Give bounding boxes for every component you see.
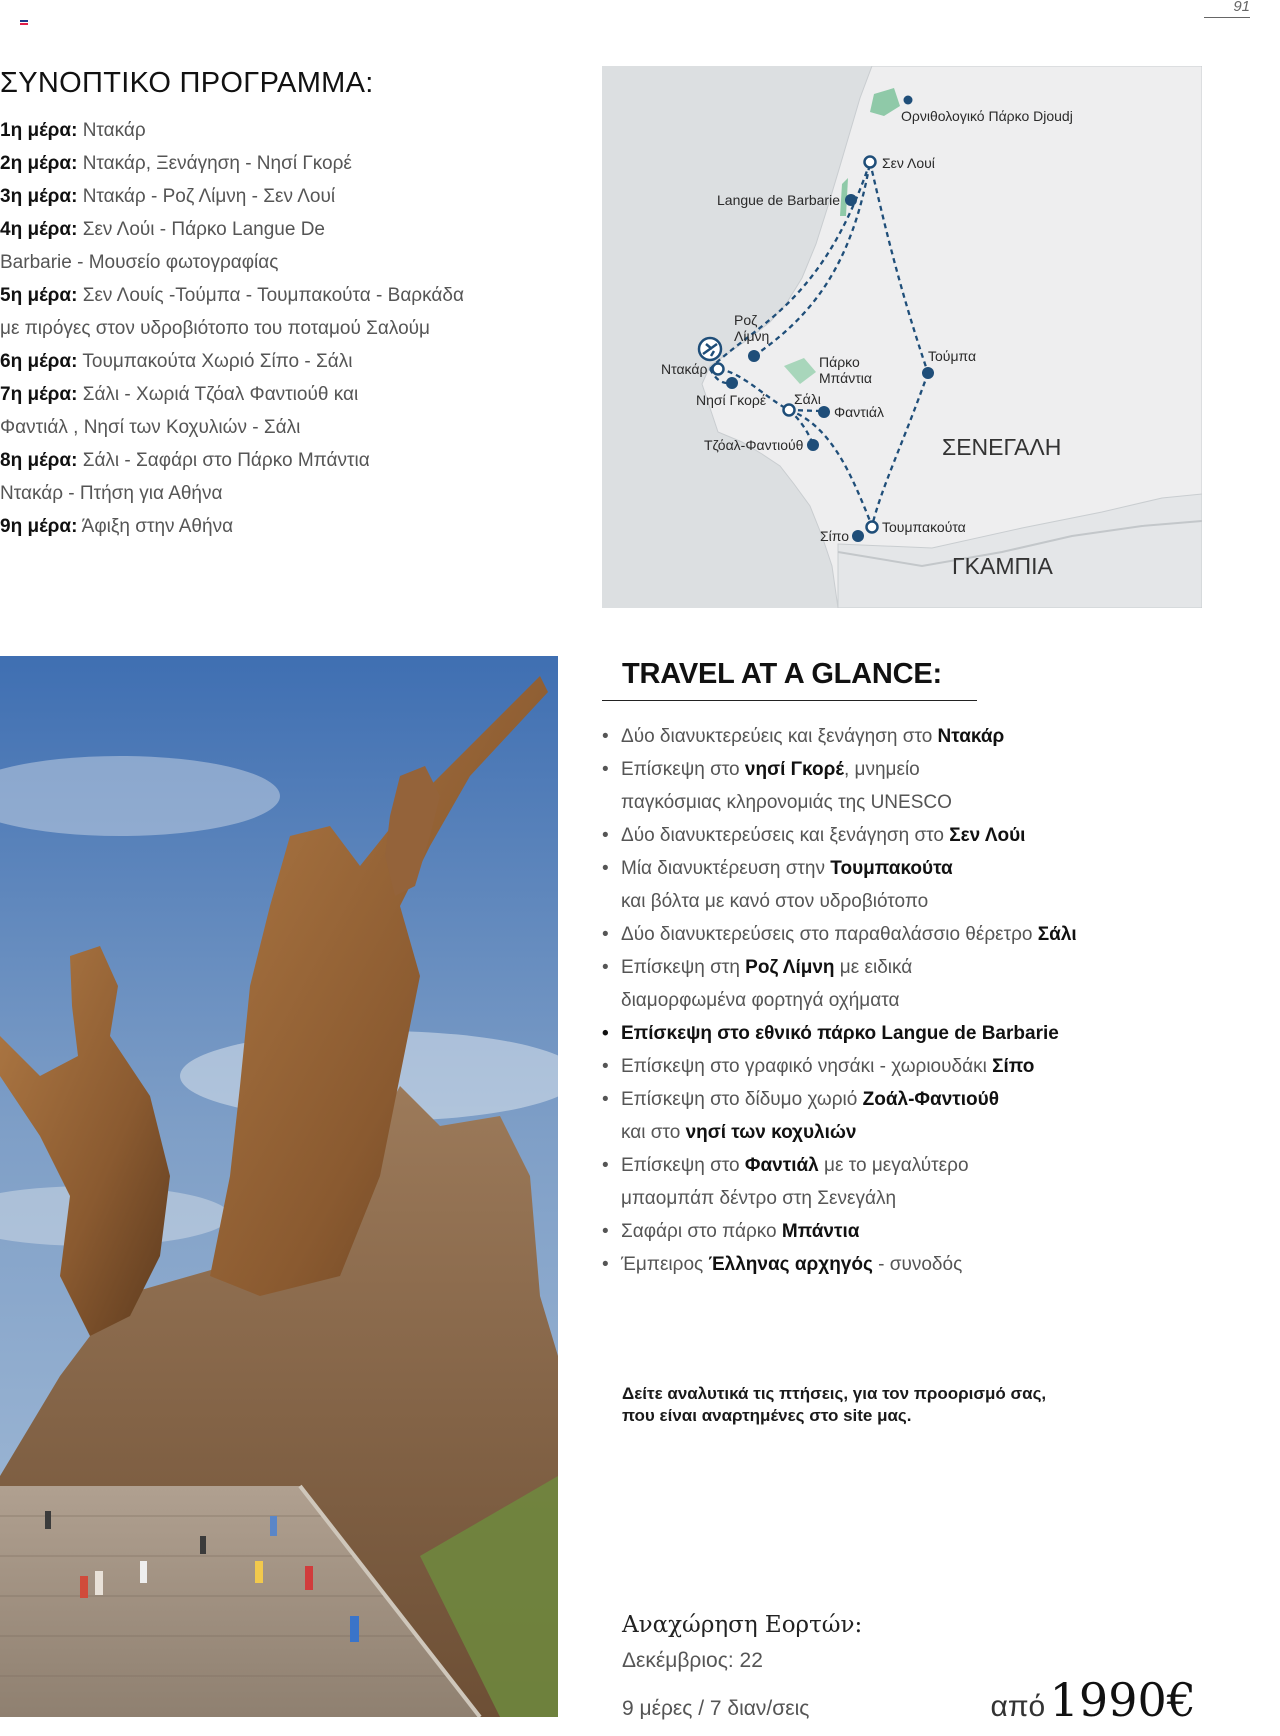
brand-flag-icon bbox=[20, 20, 28, 27]
program-line bbox=[0, 477, 520, 510]
glance-text: Επίσκεψη στο εθνικό πάρκο Langue de Barbarie bbox=[621, 1023, 1059, 1044]
marker-fadial bbox=[818, 406, 830, 418]
bullet-icon: • bbox=[602, 1254, 609, 1275]
glance-item bbox=[602, 951, 1162, 984]
glance-highlight: Σίπο bbox=[992, 1056, 1035, 1077]
program-line bbox=[0, 114, 520, 147]
program-line bbox=[0, 378, 520, 411]
label-bandia-2: Μπάντια bbox=[819, 370, 872, 386]
label-djoudj: Ορνιθολογικό Πάρκο Djoudj bbox=[901, 108, 1073, 124]
glance-text: με ειδικά bbox=[834, 957, 913, 978]
bullet-icon: • bbox=[602, 1056, 609, 1077]
program-day-label: 5η μέρα: bbox=[0, 285, 78, 306]
glance-item bbox=[602, 1050, 1162, 1083]
program-line bbox=[0, 411, 520, 444]
glance-highlight: νησί Γκορέ bbox=[744, 759, 844, 780]
program-day-label: 7η μέρα: bbox=[0, 384, 78, 405]
program-day-text: Ντακάρ bbox=[82, 120, 146, 141]
label-bandia-1: Πάρκο bbox=[819, 354, 860, 370]
marker-roz bbox=[748, 350, 760, 362]
program-line bbox=[0, 279, 520, 312]
departure-date: Δεκέμβριος: 22 bbox=[622, 1649, 763, 1672]
price-prefix: από bbox=[990, 1690, 1046, 1723]
glance-text: Δύο διανυκτερεύεις και ξενάγηση στο bbox=[621, 726, 938, 747]
glance-highlight: νησί των κοχυλιών bbox=[685, 1122, 857, 1143]
label-senegal: ΣΕΝΕΓΑΛΗ bbox=[942, 434, 1062, 460]
trip-duration: 9 μέρες / 7 διαν/σεις bbox=[622, 1697, 810, 1720]
label-roz-2: Λίμνη bbox=[734, 328, 770, 344]
program-day-label: 8η μέρα: bbox=[0, 450, 78, 471]
glance-highlight: Ντακάρ bbox=[937, 726, 1005, 747]
bullet-icon: • bbox=[602, 1221, 609, 1242]
glance-divider bbox=[602, 700, 977, 701]
glance-highlight: Ροζ Λίμνη bbox=[745, 957, 835, 978]
glance-text: , μνημείο bbox=[843, 759, 920, 780]
glance-text: Δύο διανυκτερεύσεις και ξενάγηση στο bbox=[621, 825, 950, 846]
program-title: ΣΥΝΟΠΤΙΚΟ ΠΡΟΓΡΑΜΜΑ: bbox=[0, 67, 374, 99]
program-line bbox=[0, 246, 520, 279]
program-line bbox=[0, 345, 520, 378]
monument-photo-svg bbox=[0, 656, 558, 1717]
glance-text: μπαομπάπ δέντρο στη Σενεγάλη bbox=[621, 1188, 897, 1209]
glance-text: Δύο διανυκτερεύσεις στο παραθαλάσσιο θέρετρο bbox=[621, 924, 1038, 945]
marker-toubacouta bbox=[867, 522, 878, 533]
bullet-icon: • bbox=[602, 726, 609, 747]
label-saint-louis: Σεν Λουί bbox=[882, 155, 935, 171]
program-list bbox=[0, 114, 520, 543]
program-day-text: Σεν Λούι - Πάρκο Langue De bbox=[82, 219, 325, 240]
glance-text: και βόλτα με κανό στον υδροβιότοπο bbox=[621, 891, 929, 912]
glance-item bbox=[602, 1116, 1162, 1149]
flights-note-line: Δείτε αναλυτικά τις πτήσεις, για τον προορισμό σας, bbox=[622, 1384, 1047, 1403]
glance-text: Επίσκεψη στο δίδυμο χωριό bbox=[621, 1089, 863, 1110]
marker-joal bbox=[807, 439, 819, 451]
marker-saly bbox=[784, 405, 795, 416]
glance-text: παγκόσμιας κληρονομιάς της UNESCO bbox=[621, 792, 952, 813]
glance-text: Επίσκεψη στο γραφικό νησάκι - χωριουδάκι bbox=[621, 1056, 993, 1077]
flag-stripe bbox=[20, 20, 28, 22]
bullet-icon: • bbox=[602, 858, 609, 879]
program-day-text: Τουμπακούτα Χωριό Σίπο - Σάλι bbox=[82, 351, 353, 372]
glance-item bbox=[602, 918, 1162, 951]
program-day-text: Ντακάρ - Πτήση για Αθήνα bbox=[0, 483, 223, 504]
marker-goree bbox=[726, 377, 738, 389]
label-goree: Νησί Γκορέ bbox=[696, 392, 767, 408]
program-day-label: 4η μέρα: bbox=[0, 219, 78, 240]
label-saly: Σάλι bbox=[794, 391, 821, 407]
program-day-text: Ντακάρ, Ξενάγηση - Νησί Γκορέ bbox=[82, 153, 352, 174]
glance-highlight: Σεν Λούι bbox=[949, 825, 1026, 846]
program-day-text: Σάλι - Χωριά Τζόαλ Φαντιούθ και bbox=[82, 384, 359, 405]
marker-sipo bbox=[852, 530, 864, 542]
program-day-label: 2η μέρα: bbox=[0, 153, 78, 174]
label-joal: Τζόαλ-Φαντιούθ bbox=[704, 437, 804, 453]
page-number: 91 bbox=[1204, 0, 1250, 18]
program-day-label: 6η μέρα: bbox=[0, 351, 78, 372]
label-dakar: Ντακάρ bbox=[661, 361, 708, 377]
bullet-icon: • bbox=[602, 825, 609, 846]
label-gambia: ΓΚΑΜΠΙΑ bbox=[952, 553, 1053, 579]
glance-list bbox=[602, 720, 1162, 1281]
program-day-text: Σάλι - Σαφάρι στο Πάρκο Μπάντια bbox=[82, 450, 370, 471]
flag-stripe bbox=[20, 23, 28, 25]
glance-item bbox=[602, 1248, 1162, 1281]
glance-item bbox=[602, 1017, 1162, 1050]
label-touba: Τούμπα bbox=[928, 348, 977, 364]
bullet-icon: • bbox=[602, 957, 609, 978]
glance-text: Έμπειρος bbox=[621, 1254, 709, 1275]
marker-touba bbox=[922, 367, 934, 379]
program-line bbox=[0, 213, 520, 246]
program-day-label: 1η μέρα: bbox=[0, 120, 78, 141]
monument-photo bbox=[0, 656, 558, 1717]
glance-text: Μία διανυκτέρευση στην bbox=[621, 858, 831, 879]
glance-item bbox=[602, 753, 1162, 786]
glance-highlight: Φαντιάλ bbox=[744, 1155, 819, 1176]
program-line bbox=[0, 147, 520, 180]
glance-text: διαμορφωμένα φορτηγά οχήματα bbox=[621, 990, 900, 1011]
glance-highlight: Τουμπακούτα bbox=[830, 858, 953, 879]
glance-text: με το μεγαλύτερο bbox=[818, 1155, 969, 1176]
glance-item bbox=[602, 1215, 1162, 1248]
price bbox=[990, 1673, 1196, 1736]
bullet-icon: • bbox=[602, 1155, 609, 1176]
marker-saint-louis bbox=[865, 157, 876, 168]
glance-text: Επίσκεψη στη bbox=[621, 957, 746, 978]
glance-item bbox=[602, 1182, 1162, 1215]
glance-text: Επίσκεψη στο bbox=[621, 1155, 745, 1176]
label-roz-1: Ροζ bbox=[734, 312, 758, 328]
program-day-text: Ντακάρ - Ροζ Λίμνη - Σεν Λουί bbox=[82, 186, 336, 207]
departure-title: Αναχώρηση Εορτών: bbox=[622, 1612, 863, 1638]
label-sipo: Σίπο bbox=[820, 528, 850, 544]
bullet-icon: • bbox=[602, 924, 609, 945]
glance-highlight: Έλληνας αρχηγός bbox=[708, 1254, 873, 1275]
program-line bbox=[0, 444, 520, 477]
glance-item bbox=[602, 885, 1162, 918]
glance-item bbox=[602, 819, 1162, 852]
label-fadial: Φαντιάλ bbox=[834, 404, 884, 420]
program-day-text: με πιρόγες στον υδροβιότοπο του ποταμού Σαλούμ bbox=[0, 318, 430, 339]
program-day-text: Barbarie - Μουσείο φωτογραφίας bbox=[0, 252, 279, 273]
glance-highlight: Ζοάλ-Φαντιούθ bbox=[862, 1089, 999, 1110]
bullet-icon: • bbox=[602, 1023, 609, 1044]
glance-text: Επίσκεψη στο bbox=[621, 759, 745, 780]
program-day-label: 9η μέρα: bbox=[0, 516, 78, 537]
glance-item bbox=[602, 1083, 1162, 1116]
program-day-text: Φαντιάλ , Νησί των Κοχυλιών - Σάλι bbox=[0, 417, 301, 438]
route-map-svg bbox=[602, 66, 1202, 608]
label-langue: Langue de Barbarie bbox=[717, 192, 840, 208]
route-map bbox=[602, 66, 1202, 608]
glance-highlight: Σάλι bbox=[1037, 924, 1077, 945]
program-day-text: Σεν Λουίς -Τούμπα - Τουμπακούτα - Βαρκάδα bbox=[82, 285, 464, 306]
marker-djoudj bbox=[904, 96, 913, 105]
marker-dakar bbox=[713, 364, 724, 375]
glance-text: - συνοδός bbox=[872, 1254, 963, 1275]
marker-langue bbox=[845, 194, 857, 206]
glance-highlight: Μπάντια bbox=[781, 1221, 860, 1242]
bullet-icon: • bbox=[602, 1089, 609, 1110]
airport-icon bbox=[699, 338, 721, 360]
program-day-label: 3η μέρα: bbox=[0, 186, 78, 207]
program-line bbox=[0, 510, 520, 543]
flights-note bbox=[622, 1383, 1142, 1427]
glance-item bbox=[602, 786, 1162, 819]
program-line bbox=[0, 312, 520, 345]
bullet-icon: • bbox=[602, 759, 609, 780]
glance-item bbox=[602, 852, 1162, 885]
label-toubacouta: Τουμπακούτα bbox=[882, 519, 966, 535]
program-line bbox=[0, 180, 520, 213]
glance-item bbox=[602, 720, 1162, 753]
glance-item bbox=[602, 984, 1162, 1017]
program-day-text: Άφιξη στην Αθήνα bbox=[81, 516, 234, 537]
glance-text: Σαφάρι στο πάρκο bbox=[621, 1221, 782, 1242]
glance-item bbox=[602, 1149, 1162, 1182]
glance-title: TRAVEL AT A GLANCE: bbox=[622, 658, 943, 690]
flights-note-line: που είναι αναρτημένες στο site μας. bbox=[622, 1406, 912, 1425]
glance-text: και στο bbox=[621, 1122, 686, 1143]
price-value: 1990€ bbox=[1049, 1673, 1196, 1727]
